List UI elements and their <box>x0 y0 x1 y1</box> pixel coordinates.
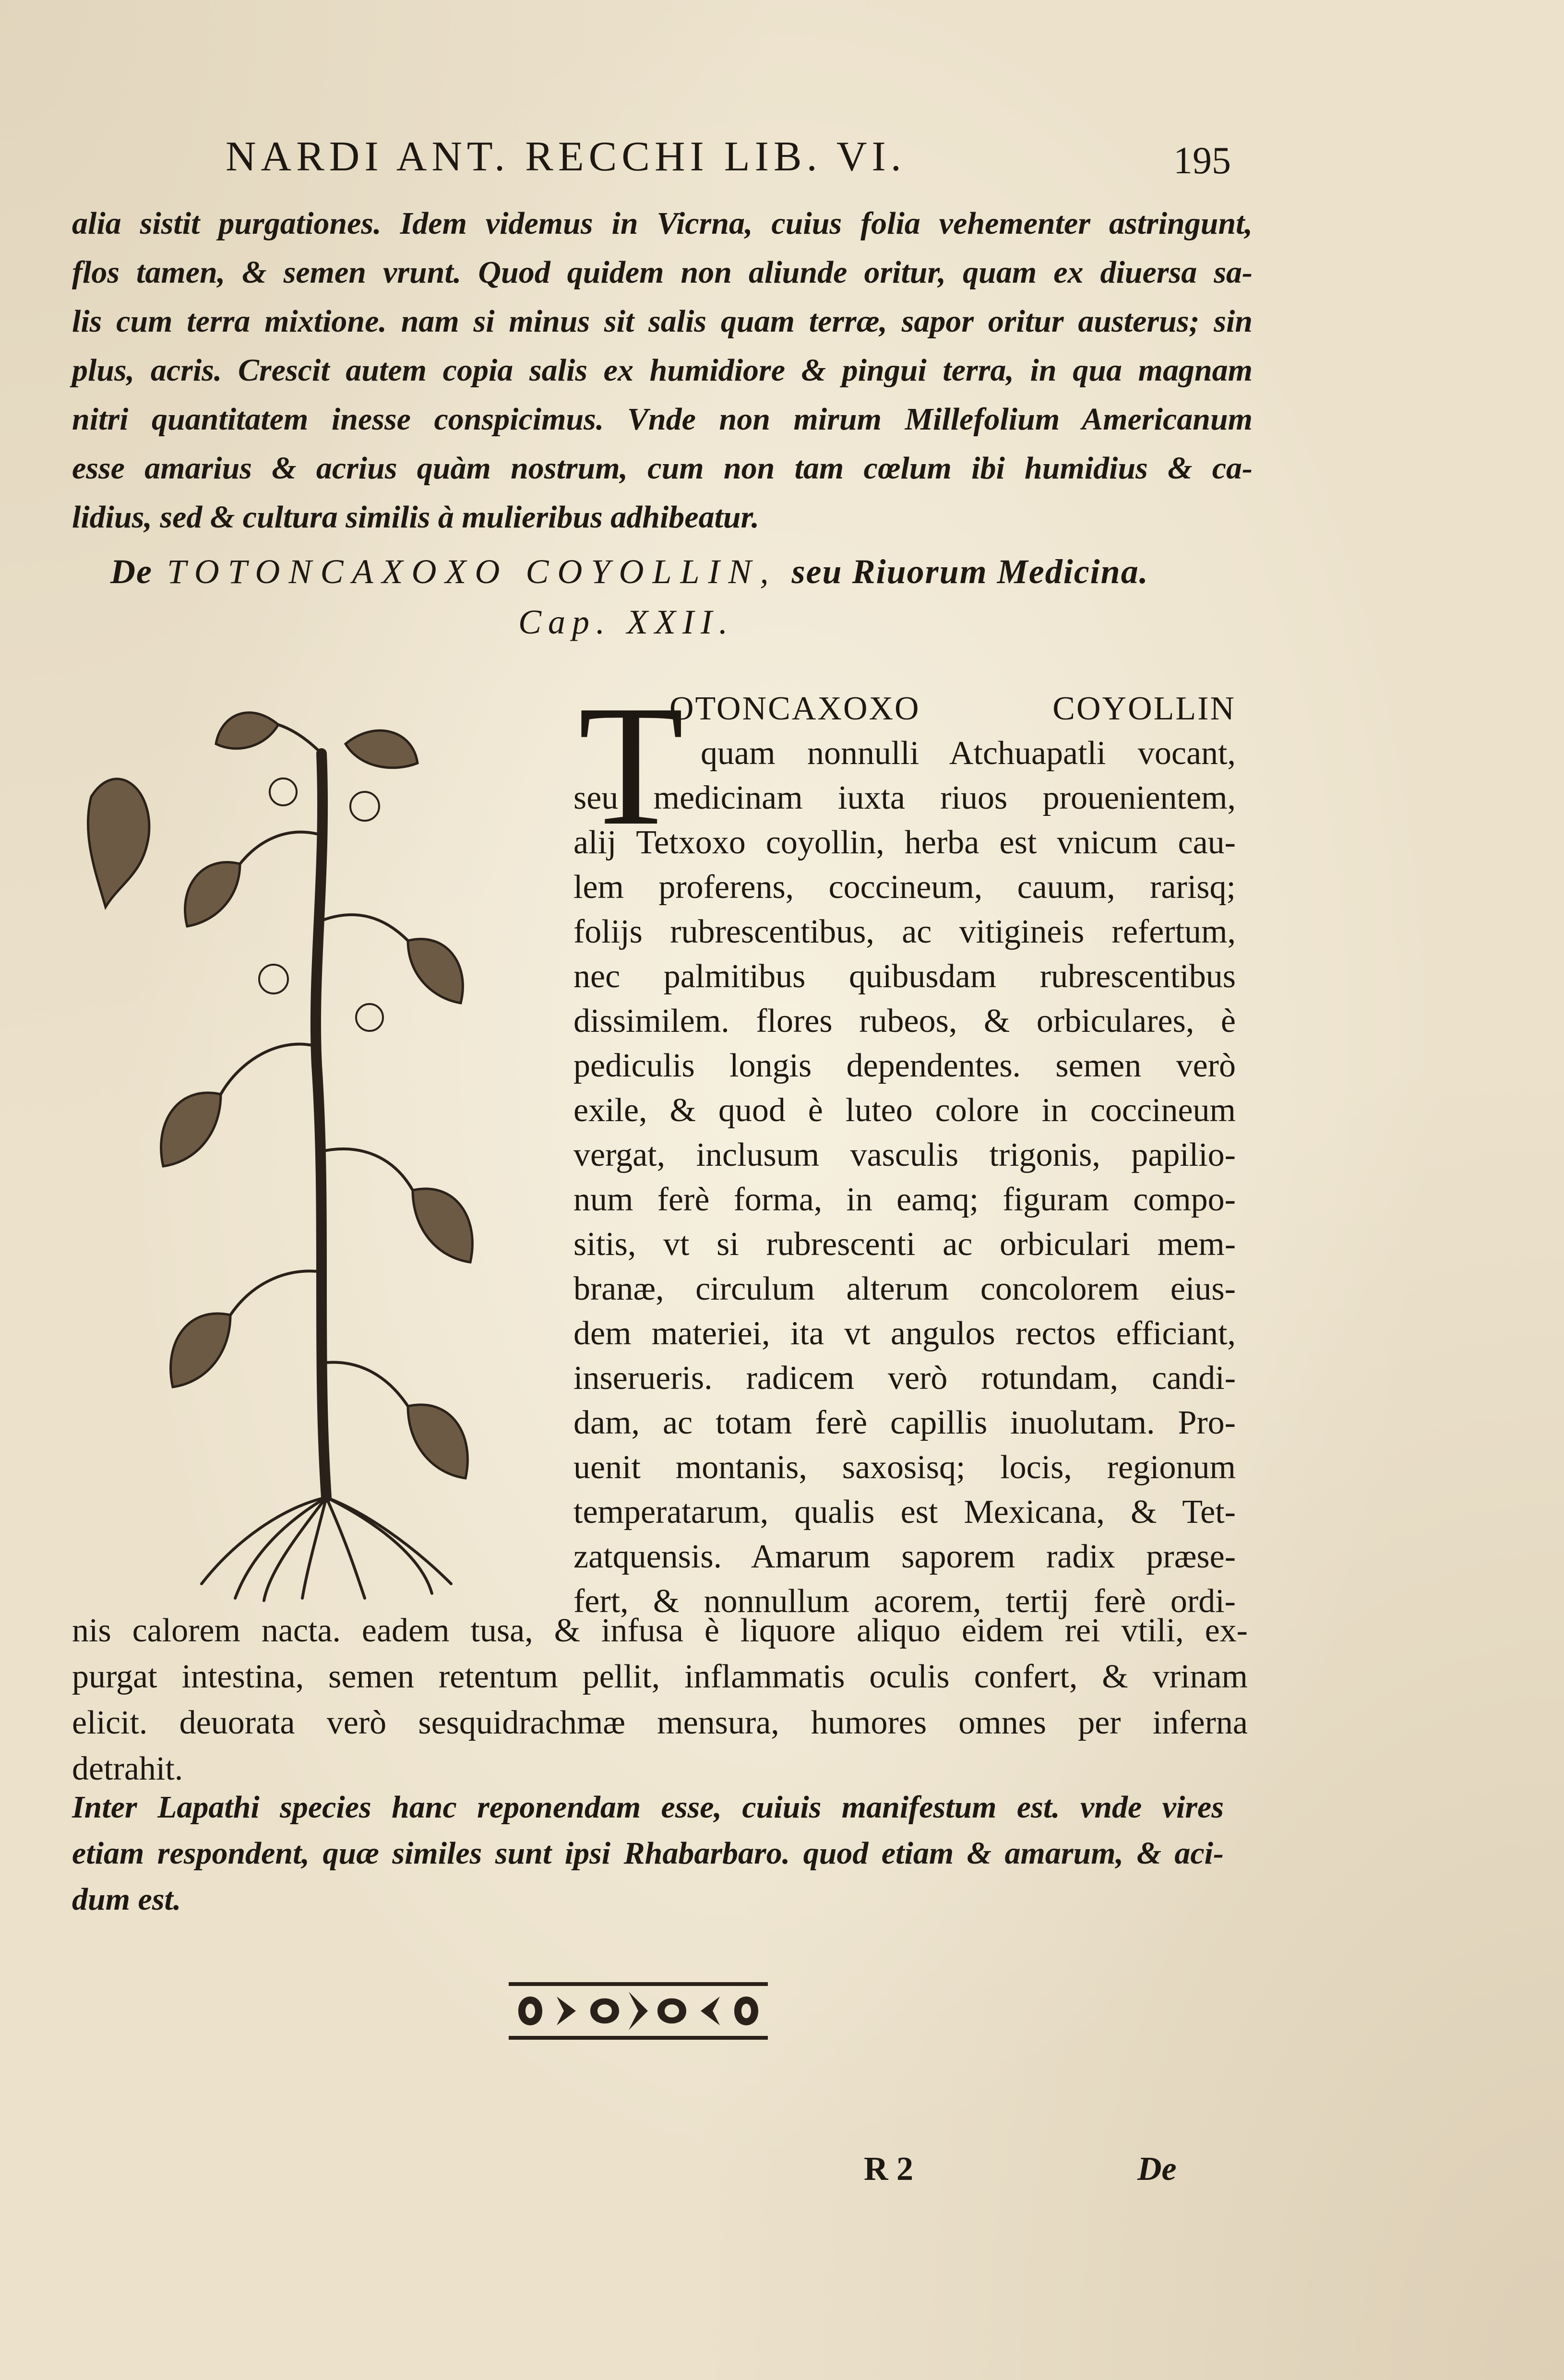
text-line: lem proferens, coccineum, cauum, rarisq; <box>573 869 1236 906</box>
text-line: plus, acris. Crescit autem copia salis ex humidiore & pingui terra, in qua magnam <box>72 353 1253 388</box>
text-line: sitis, vt si rubrescenti ac orbiculari mem- <box>573 1226 1236 1263</box>
page-number: 195 <box>1173 140 1231 182</box>
text-line: num ferè forma, in eamq; figuram compo- <box>573 1181 1236 1218</box>
text-line: lidius, sed & cultura similis à mulieribus adhibeatur. <box>72 500 760 535</box>
signature-mark: R 2 <box>864 2151 914 2188</box>
continuation-paragraph <box>72 199 1253 542</box>
text-line: purgat intestina, semen retentum pellit, inflammatis oculis confert, & vrinam <box>72 1658 1248 1695</box>
text-line: nis calorem nacta. eadem tusa, & infusa è liquore aliquo eidem rei vtili, ex- <box>72 1612 1248 1649</box>
text-line: alij Tetxoxo coyollin, herba est vnicum cau- <box>573 824 1236 861</box>
chapter-body-full-width <box>72 1608 1248 1792</box>
text-line: folijs rubrescentibus, ac vitigineis refertum, <box>573 913 1236 950</box>
text-line: nitri quantitatem inesse conspicimus. Vnde non mirum Millefolium Americanum <box>72 402 1253 437</box>
text-line: OTONCAXOXO COYOLLIN <box>669 690 1236 727</box>
text-line: temperatarum, qualis est Mexicana, & Tet- <box>573 1494 1236 1531</box>
chapter-number: Cap. XXII. <box>518 603 734 641</box>
text-line: lis cum terra mixtione. nam si minus sit salis quam terræ, sapor oritur austerus; sin <box>72 304 1253 339</box>
chapter-subtitle: seu Riuorum Medicina. <box>791 552 1149 591</box>
text-line: quam nonnulli Atchuapatli vocant, <box>701 735 1236 772</box>
text-line: pediculis longis dependentes. semen verò <box>573 1047 1236 1084</box>
text-line: branæ, circulum alterum concolorem eius- <box>573 1270 1236 1307</box>
plant-woodcut-illustration <box>77 682 509 1603</box>
catchword: De <box>1137 2151 1177 2188</box>
drop-cap: T <box>578 670 684 861</box>
text-line: etiam respondent, quæ similes sunt ipsi Rhabarbaro. quod etiam & amarum, & aci- <box>72 1836 1224 1871</box>
printer-ornament <box>509 1973 768 2049</box>
text-line: dam, ac totam ferè capillis inuolutam. Pro- <box>573 1404 1236 1441</box>
text-line: zatquensis. Amarum saporem radix præse- <box>573 1538 1236 1575</box>
text-line: flos tamen, & semen vrunt. Quod quidem non aliunde oritur, quam ex diuersa sa- <box>72 255 1253 290</box>
text-line: dissimilem. flores rubeos, & orbiculares, è <box>573 1003 1236 1040</box>
text-line: detrahit. <box>72 1750 183 1787</box>
text-line: nec palmitibus quibusdam rubrescentibus <box>573 958 1236 995</box>
text-line: vergat, inclusum vasculis trigonis, papilio- <box>573 1136 1236 1173</box>
text-line: esse amarius & acrius quàm nostrum, cum non tam cœlum ibi humidius & ca- <box>72 451 1253 486</box>
text-line: exile, & quod è luteo colore in coccineum <box>573 1092 1236 1129</box>
text-line: uenit montanis, saxosisq; locis, regionum <box>573 1449 1236 1486</box>
chapter-prefix: De <box>110 552 153 591</box>
running-head: NARDI ANT. RECCHI LIB. VI. <box>226 133 906 180</box>
text-line: seu medicinam iuxta riuos prouenientem, <box>573 779 1236 816</box>
text-line: elicit. deuorata verò sesquidrachmæ mensura, humores omnes per inferna <box>72 1704 1248 1741</box>
chapter-heading <box>110 552 1149 592</box>
chapter-body-column <box>573 670 1236 1624</box>
text-line: fert, & nonnullum acorem, tertij ferè ordi- <box>573 1583 1236 1620</box>
text-line: inserueris. radicem verò rotundam, candi- <box>573 1360 1236 1397</box>
text-line: Inter Lapathi species hanc reponendam esse, cuiuis manifestum est. vnde vires <box>72 1790 1224 1825</box>
text-line: dem materiei, ita vt angulos rectos efficiant, <box>573 1315 1236 1352</box>
commentary-paragraph <box>72 1783 1224 1921</box>
text-line: dum est. <box>72 1882 181 1917</box>
chapter-name: TOTONCAXOXO COYOLLIN, <box>167 552 777 591</box>
text-line: alia sistit purgationes. Idem videmus in Vicrna, cuius folia vehementer astringunt, <box>72 206 1253 241</box>
